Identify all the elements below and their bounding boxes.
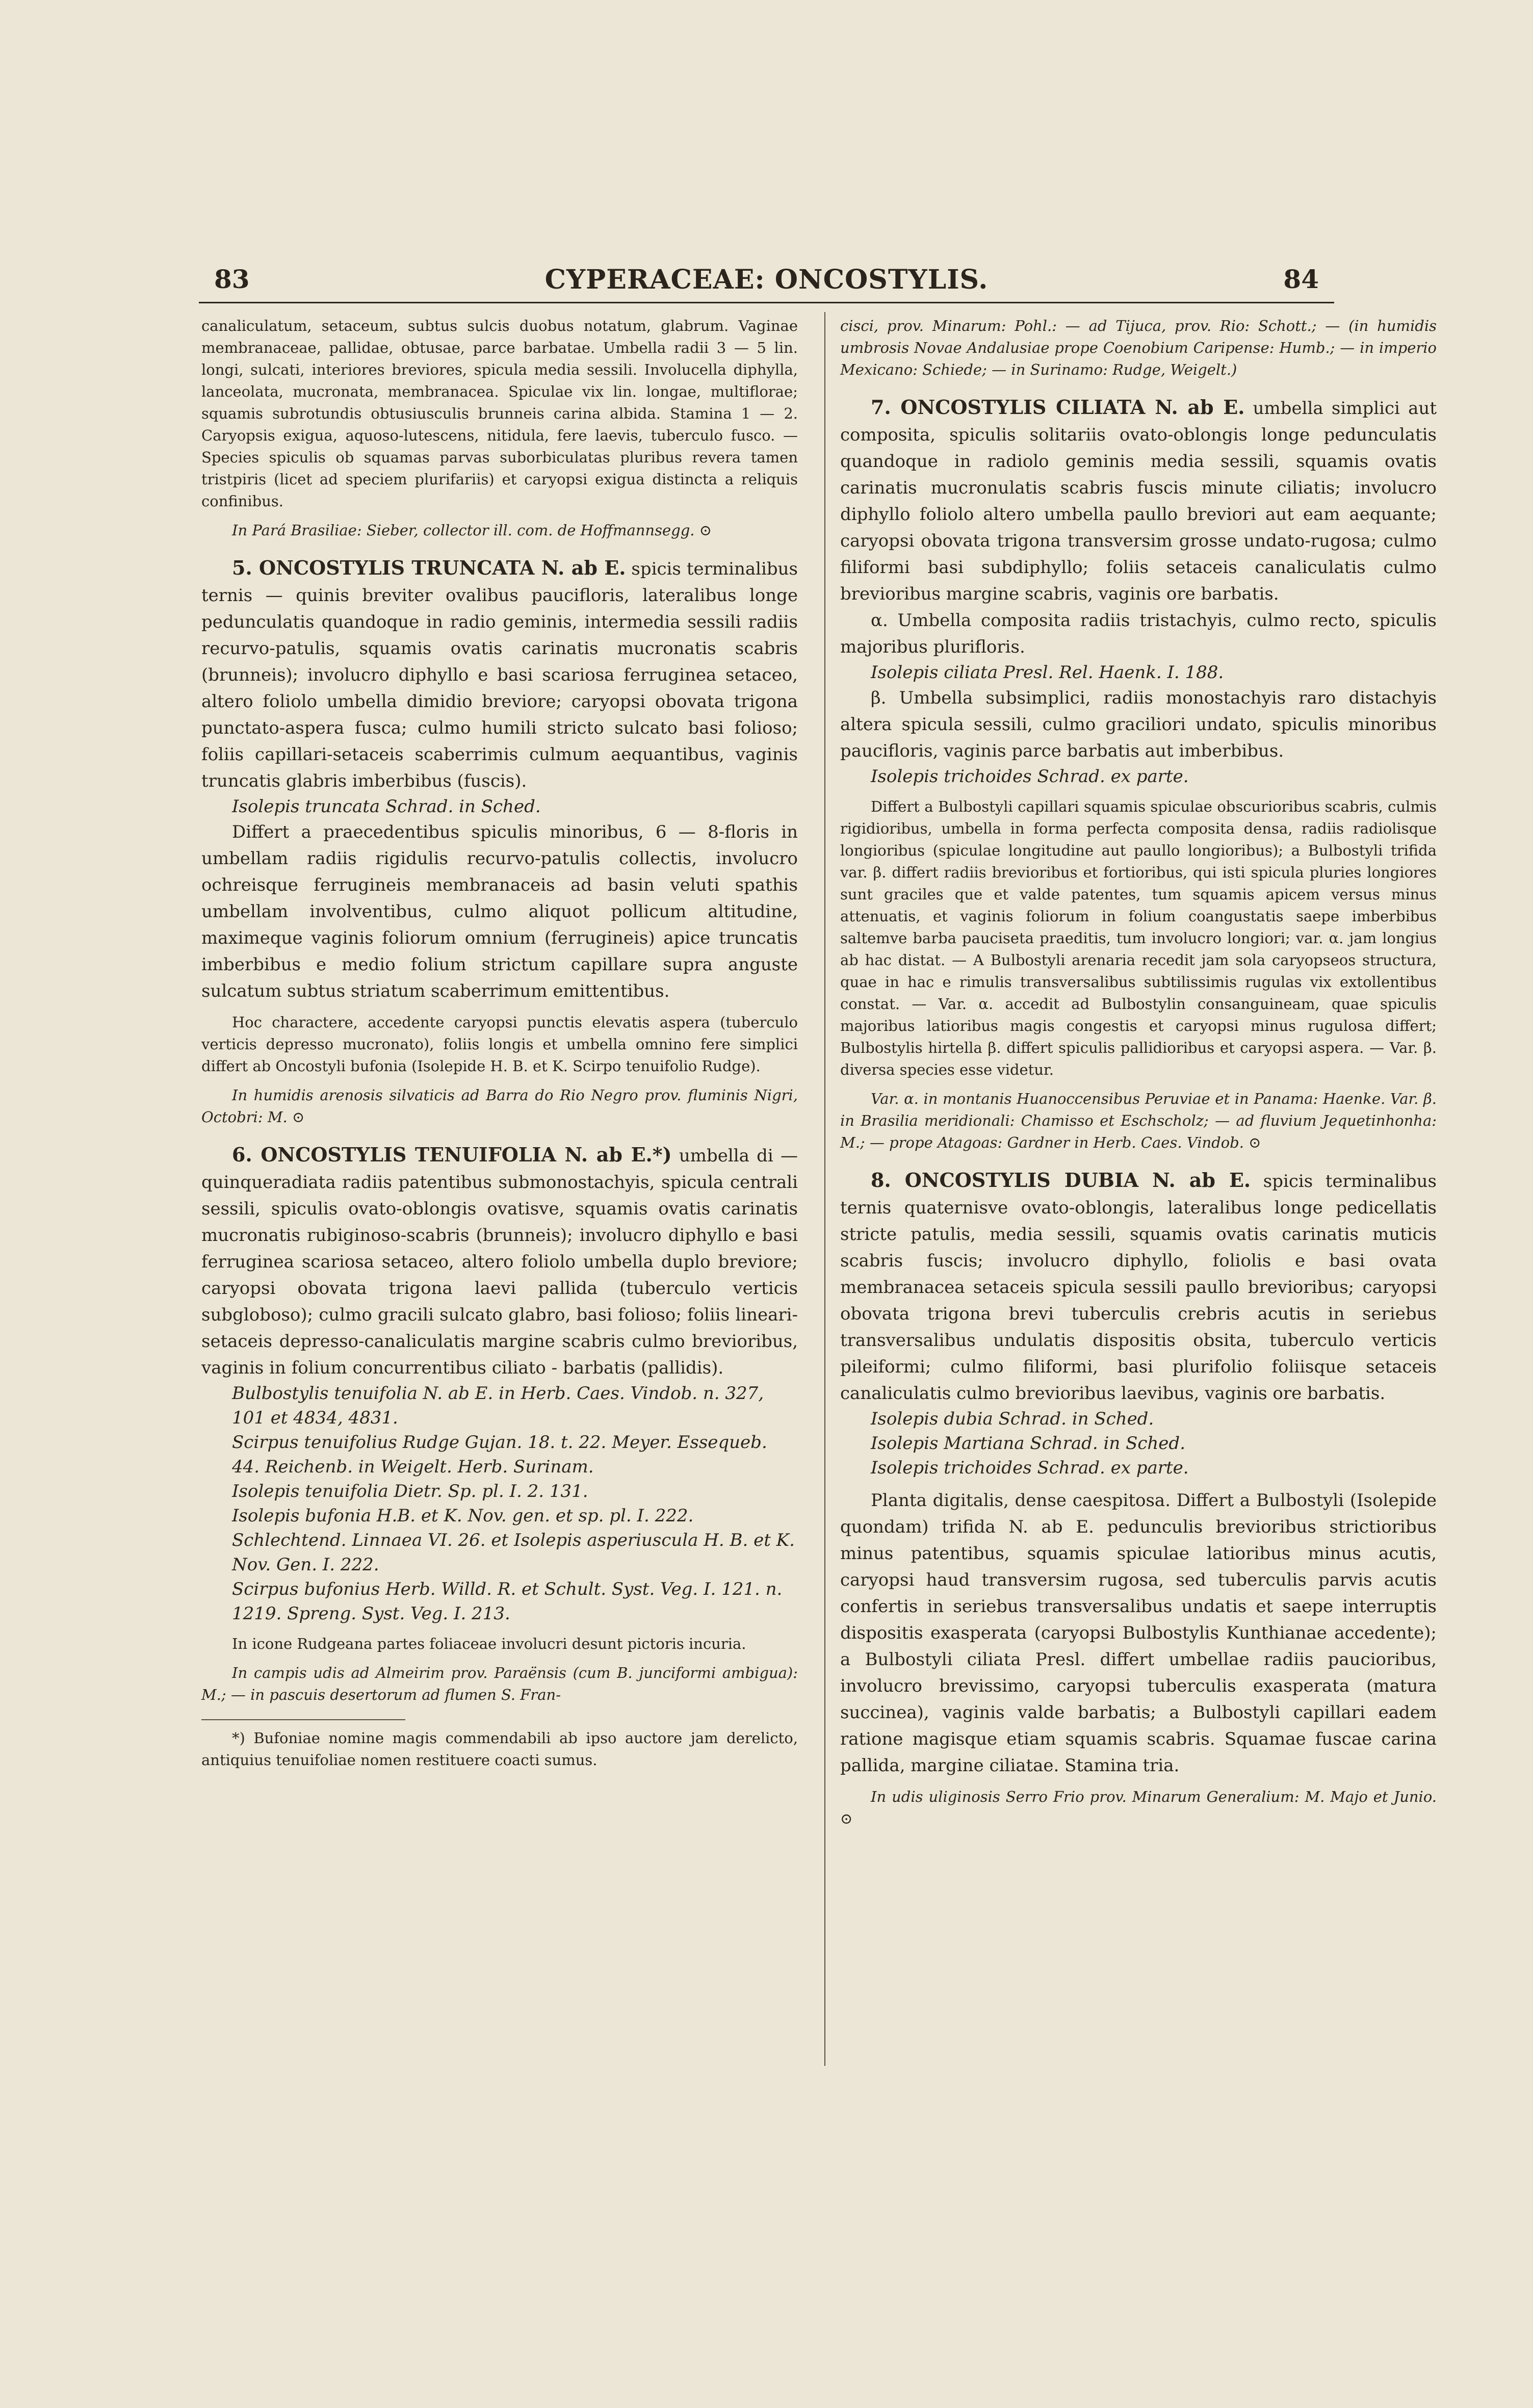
species-diagnosis: spicis terminalibus ternis quaternisve ovato-oblongis, lateralibus longe pedicellatis stricte patulis, media sessili, squamis ovatis carinatis muticis scabris fuscis; involucro diphyllo, foliolis e basi ovata membranacea setaceis spicula sessili paullo brevioribus; caryopsi obovata trigona brevi tuberculis crebris acutis in seriebus transversalibus undulatis dispositis obsita, tuberculo verticis pileiformi; culmo filiformi, basi plurifolio foliisque setaceis canaliculatis culmo brevioribus laevibus, vaginis ore barbatis. <box>840 1171 1437 1404</box>
page-header <box>214 264 1319 300</box>
synonym: Scirpus tenuifolius Rudge Gujan. 18. t. 22. Meyer. Essequeb. 44. Reichenb. in Weigelt. Herb. Surinam. <box>232 1432 767 1477</box>
species-diagnosis: umbella simplici aut composita, spiculis solitariis ovato-oblongis longe pedunculatis quandoque in radiolo geminis media sessili, squamis ovatis carinatis mucronulatis scabris fuscis minute ciliatis; involucro diphyllo foliolo altero umbella paullo breviori aut eam aequante; caryopsi obovata trigona transversim grosse undato-rugosa; culmo filiformi basi subdiphyllo; foliis setaceis canaliculatis culmo brevioribus margine scabris, vaginis ore barbatis. <box>840 398 1437 604</box>
footnote: *) Bufoniae nomine magis commendabili ab ipso auctore jam derelicto, antiquius tenuifoliae nomen restituere coacti sumus. <box>201 1729 798 1769</box>
locality: In udis uliginosis Serro Frio prov. Minarum Generalium: M. Majo et Junio. ⊙ <box>840 1788 1437 1827</box>
synonym: Isolepis trichoides Schrad. ex parte. <box>871 1458 1189 1478</box>
synonym: Scirpus bufonius Herb. Willd. R. et Schult. Syst. Veg. I. 121. n. 1219. Spreng. Syst. Veg. I. 213. <box>232 1579 783 1624</box>
paragraph: Differt a praecedentibus spiculis minoribus, 6 — 8-floris in umbellam radiis rigidulis recurvo-patulis collectis, involucro ochreisque ferrugineis membranaceis ad basin veluti spathis umbellam involventibus, culmo aliquot pollicum altitudine, maximeque vaginis foliorum omnium (ferrugineis) apice truncatis imberbibus e medio folium strictum capillare supra anguste sulcatum subtus striatum scaberrimum emittentibus. <box>201 822 798 1001</box>
header-rule <box>199 302 1334 303</box>
variety-beta: β. Umbella subsimplici, radiis monostachyis raro distachyis altera spicula sessili, culmo graciliori undato, spiculis minoribus paucifloris, vaginis parce barbatis aut imberbibus. <box>840 688 1437 761</box>
running-title: CYPERACEAE: ONCOSTYLIS. <box>544 264 989 295</box>
species-heading: 5. ONCOSTYLIS TRUNCATA N. ab E. <box>232 556 626 579</box>
synonym: Isolepis truncata Schrad. in Sched. <box>232 796 541 817</box>
locality: In Pará Brasiliae: Sieber, collector ill. com. de Hoffmannsegg. ⊙ <box>232 522 712 539</box>
synonym: Isolepis ciliata Presl. Rel. Haenk. I. 188. <box>871 662 1224 683</box>
locality: In campis udis ad Almeirim prov. Paraënsis (cum B. junciformi ambigua): M.; — in pascuis desertorum ad flumen S. Fran- <box>201 1664 798 1703</box>
footnote-rule <box>201 1719 405 1720</box>
species-6 <box>201 1142 798 1381</box>
paragraph: Planta digitalis, dense caespitosa. Differt a Bulbostyli (Isolepide quondam) trifida N. ab E. pedunculis brevioribus strictioribus minus patentibus, squamis spiculae latioribus minus acutis, caryopsi haud transversim rugosa, sed tuberculis parvis acutis confertis in seriebus transversalibus undatis et saepe interruptis dispositis exasperata (caryopsi Bulbostylis Kunthianae accedente); a Bulbostyli ciliata Presl. differt umbellae radiis paucioribus, involucro brevissimo, caryopsi tuberculis exasperata (matura succinea), vaginis valde barbatis; a Bulbostyli capillari eadem ratione magisque etiam squamis scabris. Squamae fuscae carina pallida, margine ciliatae. Stamina tria. <box>840 1490 1437 1776</box>
species-diagnosis: spicis terminalibus ternis — quinis breviter ovalibus paucifloris, lateralibus longe pedunculatis quandoque in radio geminis, intermedia sessili radiis recurvo-patulis, squamis ovatis carinatis mucronatis scabris (brunneis); involucro diphyllo e basi scariosa ferruginea setaceo, altero foliolo umbella dimidio breviore; caryopsi obovata trigona punctato-aspera fusca; culmo humili stricto sulcato basi folioso; foliis capillari-setaceis scaberrimis culmum aequantibus, vaginis truncatis glabris imberbibus (fuscis). <box>201 559 798 791</box>
right-column <box>840 315 1437 1830</box>
note: Differt a Bulbostyli capillari squamis spiculae obscurioribus scabris, culmis rigidioribus, umbella in forma perfecta composita densa, radiis radiolisque longioribus (spiculae longitudine aut paullo longioribus); a Bulbostyli trifida var. β. differt radiis brevioribus et fortioribus, qui isti spicula pluries longiores sunt graciles que et valde patentes, tum squamis apicem versus minus attenuatis, et vaginis foliorum in folium coangustatis saepe imberbibus saltemve barba pauciseta praeditis, tum involucro longiori; var. α. jam longius ab hac distat. — A Bulbostyli arenaria recedit jam sola caryopseos structura, quae in hac e rimulis transversalibus subtilissimis rugulas vix extollentibus constat. — Var. α. accedit ad Bulbostylin consanguineam, quae spiculis majoribus latioribus magis congestis et caryopsi minus rugulosa differt; Bulbostylis hirtella β. differt spiculis pallidioribus et caryopsi aspera. — Var. β. diversa species esse videtur. <box>840 798 1437 1078</box>
synonym: Bulbostylis tenuifolia N. ab E. in Herb. Caes. Vindob. n. 327, 101 et 4834, 4831. <box>232 1383 764 1428</box>
paragraph: canaliculatum, setaceum, subtus sulcis duobus notatum, glabrum. Vaginae membranaceae, pallidae, obtusae, parce barbatae. Umbella radii 3 — 5 lin. longi, sulcati, interiores breviores, spicula media sessili. Involucella diphylla, lanceolata, mucronata, membranacea. Spiculae vix lin. longae, multiflorae; squamis subrotundis obtusiusculis brunneis carina albida. Stamina 1 — 2. Caryopsis exigua, aquoso-lutescens, nitidula, fere laevis, tuberculo fusco. — Species spiculis ob squamas parvas suborbiculatas pluribus revera tamen tristpiris (licet ad speciem plurifariis) et caryopsi exigua distincta a reliquis confinibus. <box>201 317 798 510</box>
synonym: Isolepis dubia Schrad. in Sched. <box>871 1409 1154 1429</box>
species-8 <box>840 1167 1437 1407</box>
locality: cisci, prov. Minarum: Pohl.: — ad Tijuca, prov. Rio: Schott.; — (in humidis umbrosis Novae Andalusiae prope Coenobium Caripense: Humb.; — in imperio Mexicano: Schiede; — in Surinamo: Rudge, Weigelt.) <box>840 317 1437 378</box>
locality: In humidis arenosis silvaticis ad Barra do Rio Negro prov. fluminis Nigri, Octobri: M. ⊙ <box>201 1086 798 1126</box>
note: Hoc charactere, accedente caryopsi punctis elevatis aspera (tuberculo verticis depresso mucronato), foliis longis et umbella omnino fere simplici differt ab Oncostyli bufonia (Isolepide H. B. et K. Scirpo tenuifolio Rudge). <box>201 1014 798 1075</box>
species-5 <box>201 555 798 794</box>
species-heading: 8. ONCOSTYLIS DUBIA N. ab E. <box>871 1169 1251 1192</box>
variety-alpha: α. Umbella composita radiis tristachyis, culmo recto, spiculis majoribus plurifloris. <box>840 610 1437 657</box>
species-7 <box>840 394 1437 607</box>
species-diagnosis: umbella di — quinqueradiata radiis patentibus submonostachyis, spicula centrali sessili, spiculis ovato-oblongis ovatisve, squamis ovatis carinatis mucronatis rubiginoso-scabris (brunneis); involucro diphyllo e basi ferruginea scariosa setaceo, altero foliolo umbella duplo breviore; caryopsi obovata trigona laevi pallida (tuberculo verticis subgloboso); culmo gracili sulcato glabro, basi folioso; foliis lineari-setaceis depresso-canaliculatis margine scabris culmo brevioribus, vaginis in folium concurrentibus ciliato - barbatis (pallidis). <box>201 1146 798 1378</box>
left-column <box>201 315 798 1771</box>
page-number-left: 83 <box>214 264 250 294</box>
locality: Var. α. in montanis Huanoccensibus Peruviae et in Panama: Haenke. Var. β. in Brasilia meridionali: Chamisso et Eschscholz; — ad fluvium Jequetinhonha: M.; — prope Atagoas: Gardner in Herb. Caes. Vindob. ⊙ <box>840 1090 1437 1151</box>
species-heading: 7. ONCOSTYLIS CILIATA N. ab E. <box>871 396 1245 419</box>
note: In icone Rudgeana partes foliaceae involucri desunt pictoris incuria. <box>232 1635 746 1652</box>
synonym: Isolepis Martiana Schrad. in Sched. <box>871 1433 1185 1454</box>
species-heading: 6. ONCOSTYLIS TENUIFOLIA N. ab E.*) <box>232 1143 672 1166</box>
synonym: Isolepis bufonia H.B. et K. Nov. gen. et sp. pl. I. 222. Schlechtend. Linnaea VI. 26. et Isolepis asperiuscula H. B. et K. Nov. Gen. I. 222. <box>232 1506 795 1575</box>
synonym: Isolepis tenuifolia Dietr. Sp. pl. I. 2. 131. <box>232 1481 588 1501</box>
column-divider <box>824 312 825 2066</box>
page-number-right: 84 <box>1283 264 1319 294</box>
synonym: Isolepis trichoides Schrad. ex parte. <box>871 766 1189 787</box>
